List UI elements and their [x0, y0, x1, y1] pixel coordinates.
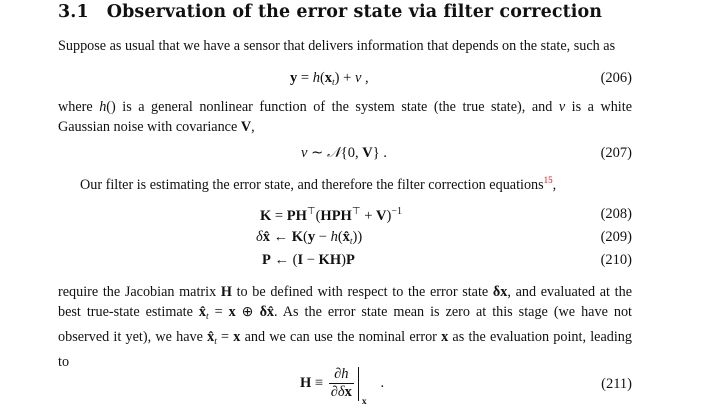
equation-number: (207)	[600, 145, 632, 161]
equation-208	[58, 206, 632, 228]
section-heading	[58, 2, 602, 22]
equation-209	[58, 229, 632, 251]
equation-number: (208)	[600, 206, 632, 222]
equation-number: (210)	[600, 252, 632, 268]
equation-207-body: v ∼ 𝒩{0, V} .	[301, 145, 387, 161]
equation-211-body: H ≡ $\frac{\partial h}{\partial\delta x}$ x .	[300, 366, 385, 407]
equation-207	[58, 145, 632, 167]
section-number: 3.1	[58, 2, 89, 22]
equation-210-body: P ← (I − KH)P	[262, 252, 355, 268]
equation-210	[58, 252, 632, 274]
equation-number: (209)	[600, 229, 632, 245]
equation-206-body: $y = h(x_t) + v$ ,	[290, 70, 369, 88]
equation-number: (206)	[600, 70, 632, 86]
equation-206	[58, 70, 632, 92]
equation-211	[58, 366, 632, 406]
footnote-marker[interactable]: 15	[543, 175, 553, 185]
paragraph-filter-correction: Our filter is estimating the error state, and therefore the filter correction equations$^{15}$,	[80, 175, 557, 193]
equation-208-body: $K = PH^⊤(HPH^⊤ + V)^{-1}$	[260, 206, 402, 224]
paragraph-nonlinear-function: where h() is a general nonlinear function of the system state (the true state), and v is a white Gaussian noise with covariance V,	[58, 99, 632, 135]
paragraph-jacobian: require the Jacobian matrix H to be defined with respect to the error state δx, and evaluated at the best true-state estimate $x̂_t = x$ ⊕ δx̂. As the error state mean is zero at this stage (we have not observed it yet), we have $x̂_t = x$ and we can use the nominal error x as the evaluation point, leading to	[58, 284, 632, 370]
section-title: Observation of the error state via filter correction	[106, 2, 603, 22]
equation-209-body: δx̂ ← $K(y - h(x̂_t))$	[256, 229, 363, 247]
equation-number: (211)	[601, 376, 632, 392]
paragraph-sensor-intro: Suppose as usual that we have a sensor that delivers information that depends on the state, such as	[58, 38, 616, 54]
paper-page	[58, 0, 632, 414]
